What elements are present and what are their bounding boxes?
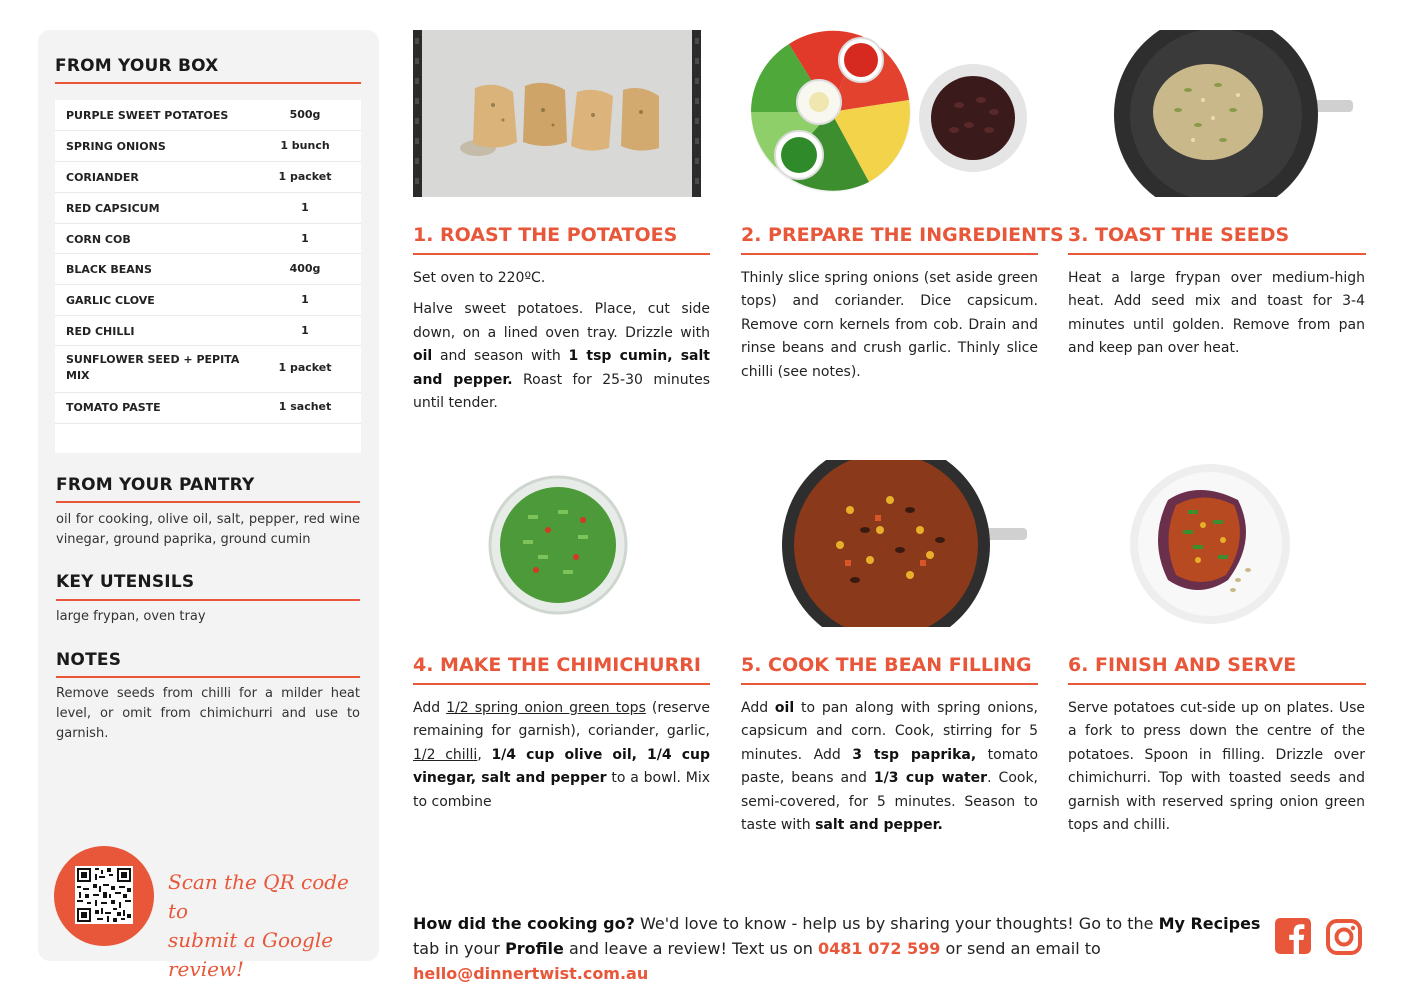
text: . Cook, semi-covered, for 5 minutes. Season to taste with <box>741 770 1039 834</box>
roasted-potatoes-tray-image <box>413 30 701 197</box>
text: Add <box>413 700 447 716</box>
ingredient-qty: 1 bunch <box>280 139 330 152</box>
text: Halve sweet potatoes. Place, cut side down, on a lined oven tray. Drizzle with <box>413 301 710 341</box>
table-row <box>55 315 361 346</box>
ingredient-qty: 1 <box>301 324 309 337</box>
ingredient-name: SPRING ONIONS <box>66 140 166 153</box>
text-bold: 1 tsp cumin, salt and pepper. <box>413 348 711 388</box>
instagram-icon[interactable] <box>1325 918 1363 956</box>
utensils-text: large frypan, oven tray <box>56 609 206 624</box>
ingredient-qty: 500g <box>289 108 321 121</box>
table-row <box>55 392 361 424</box>
divider <box>413 253 710 255</box>
text-underlined: 1/2 chilli <box>413 746 478 763</box>
text: or send an email to <box>940 939 1101 958</box>
ingredient-qty: 1 sachet <box>278 400 332 413</box>
table-row <box>55 130 361 162</box>
step-4-title: 4. MAKE THE CHIMICHURRI <box>413 654 701 676</box>
text-bold: oil <box>774 700 795 716</box>
divider <box>56 501 360 503</box>
notes-title: NOTES <box>56 650 122 670</box>
text-bold: 1/4 cup olive oil, 1/4 cup vinegar, salt and pepper <box>413 746 710 787</box>
divider <box>741 683 1038 685</box>
table-row <box>55 345 361 393</box>
text: Add <box>741 700 775 716</box>
step-1-para-1: Set oven to 220ºC. <box>413 270 546 286</box>
divider <box>56 676 360 678</box>
step-3-body: Heat a large frypan over medium-high heat. Add seed mix and toast for 3-4 minutes until golden. Remove from pan and keep pan over heat. <box>1068 270 1365 357</box>
step-1-para-2 <box>413 298 710 415</box>
qr-caption-line1: Scan the QR code to <box>168 870 349 923</box>
served-plate-image <box>1128 460 1293 627</box>
table-row <box>55 284 361 316</box>
qr-code-icon[interactable] <box>75 866 133 924</box>
ingredient-qty: 1 packet <box>278 170 332 183</box>
table-row <box>55 223 361 254</box>
text: , <box>477 746 492 763</box>
ingredient-qty: 1 packet <box>278 361 332 374</box>
text: tomato paste, beans and <box>741 746 1039 787</box>
divider <box>56 599 360 601</box>
step-3-title: 3. TOAST THE SEEDS <box>1068 224 1290 246</box>
ingredient-qty: 1 <box>301 232 309 245</box>
divider <box>413 683 710 685</box>
notes-text: Remove seeds from chilli for a milder heat level, or omit from chimichurri and use to garnish. <box>56 686 360 741</box>
text-bold: 3 tsp paprika, <box>852 746 977 763</box>
qr-caption <box>168 868 368 984</box>
step-6-body: Serve potatoes cut-side up on plates. Use a fork to press down the centre of the potatoes. Spoon in filling. Drizzle over chimichurri. Top with toasted seeds and garnish with reserved spring onion green tops and chilli. <box>1068 700 1365 834</box>
ingredient-name: SUNFLOWER SEED + PEPITA MIX <box>66 353 240 382</box>
ingredient-name: CORIANDER <box>66 171 139 184</box>
step-2-title: 2. PREPARE THE INGREDIENTS <box>741 224 1064 246</box>
text-bold: 1/3 cup water <box>873 770 988 787</box>
text-bold: salt and pepper. <box>815 817 943 834</box>
text: We'd love to know - help us by sharing your thoughts! Go to the <box>634 914 1159 933</box>
sidebar-panel <box>38 30 379 981</box>
ingredient-qty: 400g <box>289 262 321 275</box>
prepared-ingredients-bowls-image <box>749 30 1029 197</box>
profile-label: Profile <box>505 939 564 958</box>
table-row <box>55 192 361 224</box>
table-row <box>55 100 361 131</box>
step-1-title: 1. ROAST THE POTATOES <box>413 224 678 246</box>
divider <box>741 253 1038 255</box>
table-row <box>55 161 361 193</box>
chimichurri-bowl-image <box>488 475 628 615</box>
feedback-footer <box>413 911 1263 986</box>
ingredient-name: GARLIC CLOVE <box>66 294 155 307</box>
qr-code-badge[interactable] <box>54 846 154 946</box>
table-row <box>55 253 361 285</box>
ingredient-name: CORN COB <box>66 233 131 246</box>
toasting-seeds-frypan-image <box>1108 30 1358 197</box>
text: (reserve remaining for garnish), coriander, garlic, <box>413 700 710 740</box>
text: to pan along with spring onions, capsicum and corn. Cook, stirring for 5 minutes. Add <box>741 700 1038 763</box>
step-2-body: Thinly slice spring onions (set aside green tops) and coriander. Dice capsicum. Remove corn kernels from cob. Drain and rinse beans and crush garlic. Thinly slice chilli (see notes). <box>741 270 1038 380</box>
ingredient-table <box>55 100 361 453</box>
ingredient-qty: 1 <box>301 293 309 306</box>
text-bold: How did the cooking go? <box>413 914 635 933</box>
from-your-box-title: FROM YOUR BOX <box>55 56 219 76</box>
step-1-body <box>413 267 710 423</box>
utensils-title: KEY UTENSILS <box>56 572 195 592</box>
ingredient-qty: 1 <box>301 201 309 214</box>
ingredient-name: PURPLE SWEET POTATOES <box>66 109 229 122</box>
my-recipes-label: My Recipes <box>1158 914 1261 933</box>
ingredient-name: RED CAPSICUM <box>66 202 160 215</box>
text-underlined: 1/2 spring onion green tops <box>446 700 646 716</box>
divider <box>1068 253 1366 255</box>
text-bold: oil <box>413 348 433 365</box>
text: tab in your <box>413 939 506 958</box>
text: and leave a review! Text us on <box>563 939 818 958</box>
facebook-icon[interactable] <box>1275 918 1311 954</box>
step-6-title: 6. FINISH AND SERVE <box>1068 654 1297 676</box>
step-4-body <box>413 697 710 814</box>
pantry-text: oil for cooking, olive oil, salt, pepper, red wine vinegar, ground paprika, ground cumin <box>56 512 360 547</box>
divider <box>1068 683 1366 685</box>
text: to a bowl. Mix to combine <box>413 770 711 810</box>
divider <box>55 82 361 84</box>
pantry-title: FROM YOUR PANTRY <box>56 475 255 495</box>
step-5-title: 5. COOK THE BEAN FILLING <box>741 654 1032 676</box>
phone-link[interactable]: 0481 072 599 <box>817 939 941 958</box>
ingredient-name: RED CHILLI <box>66 325 135 338</box>
step-5-body <box>741 697 1038 837</box>
text: and season with <box>432 348 569 365</box>
ingredient-name: BLACK BEANS <box>66 263 152 276</box>
text: Roast for 25-30 minutes until tender. <box>413 371 710 412</box>
qr-caption-line2: submit a Google review! <box>168 928 334 981</box>
email-link[interactable]: hello@dinnertwist.com.au <box>413 964 649 983</box>
ingredient-name: TOMATO PASTE <box>66 401 161 414</box>
bean-filling-frypan-image <box>780 460 1030 627</box>
